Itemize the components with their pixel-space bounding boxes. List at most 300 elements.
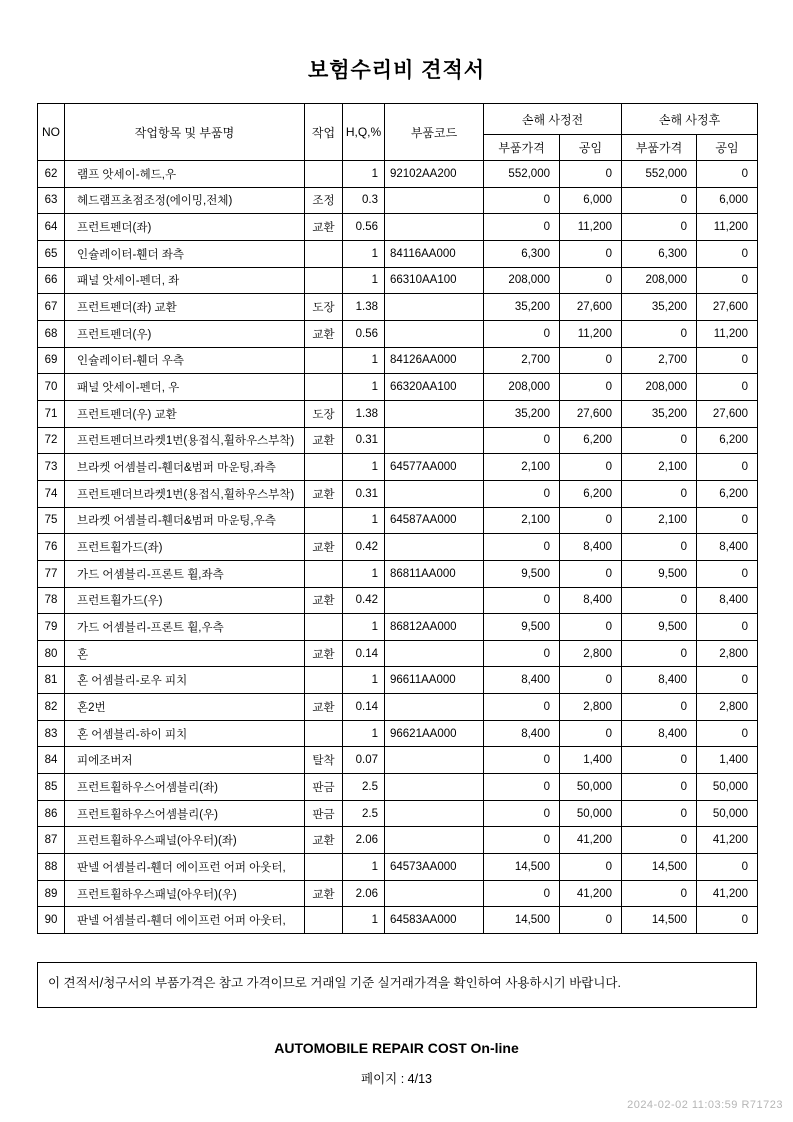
cell-code bbox=[385, 214, 484, 241]
cell-ap: 35,200 bbox=[622, 400, 697, 427]
cell-hq: 2.5 bbox=[343, 774, 385, 801]
cell-ap: 14,500 bbox=[622, 854, 697, 881]
cell-bp: 35,200 bbox=[484, 294, 560, 321]
cell-al: 50,000 bbox=[697, 800, 758, 827]
cell-no: 67 bbox=[38, 294, 65, 321]
cell-code: 64587AA000 bbox=[385, 507, 484, 534]
cell-no: 72 bbox=[38, 427, 65, 454]
table-row bbox=[38, 800, 758, 827]
cell-ap: 0 bbox=[622, 214, 697, 241]
cell-bl: 0 bbox=[560, 614, 622, 641]
cell-bl: 0 bbox=[560, 267, 622, 294]
cell-bl: 27,600 bbox=[560, 400, 622, 427]
cell-no: 79 bbox=[38, 614, 65, 641]
cell-code bbox=[385, 880, 484, 907]
cell-bp: 0 bbox=[484, 774, 560, 801]
header-hq: H,Q,% bbox=[343, 104, 385, 161]
table-row bbox=[38, 507, 758, 534]
cell-ap: 8,400 bbox=[622, 720, 697, 747]
cell-ap: 14,500 bbox=[622, 907, 697, 934]
cell-no: 70 bbox=[38, 374, 65, 401]
table-header bbox=[38, 104, 758, 161]
cell-ap: 0 bbox=[622, 640, 697, 667]
cell-al: 27,600 bbox=[697, 294, 758, 321]
table-row bbox=[38, 587, 758, 614]
cell-ap: 208,000 bbox=[622, 267, 697, 294]
table-row bbox=[38, 774, 758, 801]
cell-al: 0 bbox=[697, 720, 758, 747]
cell-code bbox=[385, 694, 484, 721]
cell-hq: 1 bbox=[343, 907, 385, 934]
cell-work bbox=[305, 720, 343, 747]
cell-bl: 0 bbox=[560, 720, 622, 747]
cell-no: 66 bbox=[38, 267, 65, 294]
cell-ap: 0 bbox=[622, 747, 697, 774]
cell-hq: 0.56 bbox=[343, 320, 385, 347]
cell-work bbox=[305, 667, 343, 694]
cell-ap: 9,500 bbox=[622, 560, 697, 587]
cell-code bbox=[385, 800, 484, 827]
cell-work: 판금 bbox=[305, 800, 343, 827]
cell-hq: 2.06 bbox=[343, 880, 385, 907]
cell-item: 프런트휠하우스어셈블리(좌) bbox=[65, 774, 305, 801]
cell-no: 75 bbox=[38, 507, 65, 534]
cell-code bbox=[385, 480, 484, 507]
cell-al: 0 bbox=[697, 267, 758, 294]
cell-item: 프런트휠하우스패널(아우터)(좌) bbox=[65, 827, 305, 854]
cell-work: 교환 bbox=[305, 427, 343, 454]
cell-bl: 0 bbox=[560, 507, 622, 534]
cell-hq: 1 bbox=[343, 454, 385, 481]
cell-bp: 2,100 bbox=[484, 507, 560, 534]
cell-no: 64 bbox=[38, 214, 65, 241]
cell-item: 인슐레이터-휀더 좌측 bbox=[65, 240, 305, 267]
cell-item: 혼2번 bbox=[65, 694, 305, 721]
cell-bl: 0 bbox=[560, 907, 622, 934]
cell-bl: 2,800 bbox=[560, 694, 622, 721]
cell-hq: 1.38 bbox=[343, 294, 385, 321]
cell-no: 65 bbox=[38, 240, 65, 267]
header-before-group: 손해 사정전 bbox=[484, 104, 622, 135]
table-row bbox=[38, 560, 758, 587]
cell-hq: 1 bbox=[343, 667, 385, 694]
cell-code bbox=[385, 187, 484, 214]
cell-no: 90 bbox=[38, 907, 65, 934]
cell-bp: 8,400 bbox=[484, 667, 560, 694]
cell-ap: 0 bbox=[622, 534, 697, 561]
cell-bp: 9,500 bbox=[484, 560, 560, 587]
cell-code bbox=[385, 827, 484, 854]
cell-ap: 2,700 bbox=[622, 347, 697, 374]
cell-bp: 0 bbox=[484, 534, 560, 561]
cell-hq: 0.14 bbox=[343, 694, 385, 721]
table-row bbox=[38, 161, 758, 188]
cell-al: 6,000 bbox=[697, 187, 758, 214]
cell-no: 76 bbox=[38, 534, 65, 561]
table-row bbox=[38, 267, 758, 294]
cell-hq: 1.38 bbox=[343, 400, 385, 427]
cell-code bbox=[385, 294, 484, 321]
cell-no: 80 bbox=[38, 640, 65, 667]
cell-work: 탈착 bbox=[305, 747, 343, 774]
cell-ap: 0 bbox=[622, 480, 697, 507]
cell-item: 혼 bbox=[65, 640, 305, 667]
cell-bl: 0 bbox=[560, 667, 622, 694]
cell-item: 프런트펜더브라켓1번(용접식,휠하우스부착) bbox=[65, 427, 305, 454]
cell-bp: 0 bbox=[484, 427, 560, 454]
cell-item: 프런트휠가드(우) bbox=[65, 587, 305, 614]
cell-no: 84 bbox=[38, 747, 65, 774]
cell-bl: 0 bbox=[560, 454, 622, 481]
table-body bbox=[38, 161, 758, 934]
cell-bl: 0 bbox=[560, 347, 622, 374]
cell-no: 62 bbox=[38, 161, 65, 188]
table-row bbox=[38, 880, 758, 907]
cell-work bbox=[305, 240, 343, 267]
cell-code: 66310AA100 bbox=[385, 267, 484, 294]
cell-code: 64583AA000 bbox=[385, 907, 484, 934]
cell-item: 브라켓 어셈블리-휀더&범퍼 마운팅,좌측 bbox=[65, 454, 305, 481]
cell-bp: 552,000 bbox=[484, 161, 560, 188]
cell-item: 가드 어셈블리-프론트 휠,좌측 bbox=[65, 560, 305, 587]
cell-no: 78 bbox=[38, 587, 65, 614]
cell-bl: 6,200 bbox=[560, 427, 622, 454]
cell-hq: 2.06 bbox=[343, 827, 385, 854]
cell-item: 프런트펜더(좌) 교환 bbox=[65, 294, 305, 321]
cell-work: 도장 bbox=[305, 400, 343, 427]
cell-ap: 0 bbox=[622, 320, 697, 347]
cell-hq: 0.42 bbox=[343, 587, 385, 614]
cell-code: 66320AA100 bbox=[385, 374, 484, 401]
cell-ap: 552,000 bbox=[622, 161, 697, 188]
cell-code bbox=[385, 640, 484, 667]
cell-code bbox=[385, 400, 484, 427]
cell-no: 86 bbox=[38, 800, 65, 827]
cell-work: 교환 bbox=[305, 880, 343, 907]
cell-item: 피에조버저 bbox=[65, 747, 305, 774]
cell-no: 71 bbox=[38, 400, 65, 427]
cell-bl: 41,200 bbox=[560, 827, 622, 854]
cell-code: 64573AA000 bbox=[385, 854, 484, 881]
table-row bbox=[38, 240, 758, 267]
cell-al: 6,200 bbox=[697, 427, 758, 454]
page-number: 페이지 : 4/13 bbox=[361, 1072, 432, 1086]
cell-hq: 1 bbox=[343, 507, 385, 534]
cell-no: 82 bbox=[38, 694, 65, 721]
cell-bl: 27,600 bbox=[560, 294, 622, 321]
cell-al: 2,800 bbox=[697, 694, 758, 721]
cell-no: 83 bbox=[38, 720, 65, 747]
cell-item: 판넬 어셈블리-휀더 에이프런 어퍼 아웃터, bbox=[65, 907, 305, 934]
cell-bp: 0 bbox=[484, 187, 560, 214]
cell-al: 0 bbox=[697, 614, 758, 641]
print-timestamp: 2024-02-02 11:03:59 R71723 bbox=[627, 1099, 783, 1111]
cell-item: 패널 앗세이-펜더, 좌 bbox=[65, 267, 305, 294]
cell-hq: 1 bbox=[343, 347, 385, 374]
cell-no: 87 bbox=[38, 827, 65, 854]
cell-bp: 0 bbox=[484, 800, 560, 827]
table-row bbox=[38, 907, 758, 934]
cell-work: 교환 bbox=[305, 214, 343, 241]
cell-no: 74 bbox=[38, 480, 65, 507]
cell-bl: 8,400 bbox=[560, 587, 622, 614]
cell-ap: 9,500 bbox=[622, 614, 697, 641]
cell-no: 89 bbox=[38, 880, 65, 907]
header-before-part-price: 부품가격 bbox=[484, 135, 560, 161]
cell-bp: 14,500 bbox=[484, 907, 560, 934]
cell-bl: 0 bbox=[560, 374, 622, 401]
cell-bp: 0 bbox=[484, 640, 560, 667]
cell-bp: 208,000 bbox=[484, 374, 560, 401]
cell-no: 73 bbox=[38, 454, 65, 481]
cell-code: 64577AA000 bbox=[385, 454, 484, 481]
cell-al: 0 bbox=[697, 854, 758, 881]
cell-work bbox=[305, 854, 343, 881]
cell-bp: 208,000 bbox=[484, 267, 560, 294]
cell-item: 프런트펜더(우) 교환 bbox=[65, 400, 305, 427]
cell-work: 도장 bbox=[305, 294, 343, 321]
cell-al: 0 bbox=[697, 507, 758, 534]
table-row bbox=[38, 534, 758, 561]
cell-bp: 0 bbox=[484, 827, 560, 854]
cell-al: 0 bbox=[697, 560, 758, 587]
cell-bp: 0 bbox=[484, 214, 560, 241]
cell-hq: 0.07 bbox=[343, 747, 385, 774]
table-row bbox=[38, 400, 758, 427]
cell-bl: 11,200 bbox=[560, 320, 622, 347]
cell-no: 63 bbox=[38, 187, 65, 214]
header-after-part-price: 부품가격 bbox=[622, 135, 697, 161]
cell-al: 41,200 bbox=[697, 827, 758, 854]
table-row bbox=[38, 694, 758, 721]
cell-work bbox=[305, 161, 343, 188]
cell-code: 86811AA000 bbox=[385, 560, 484, 587]
cell-item: 혼 어셈블리-로우 피치 bbox=[65, 667, 305, 694]
cell-work: 교환 bbox=[305, 694, 343, 721]
cell-bl: 1,400 bbox=[560, 747, 622, 774]
cell-ap: 8,400 bbox=[622, 667, 697, 694]
cell-work bbox=[305, 347, 343, 374]
cell-no: 81 bbox=[38, 667, 65, 694]
header-no: NO bbox=[38, 104, 65, 161]
cell-item: 브라켓 어셈블리-휀더&범퍼 마운팅,우측 bbox=[65, 507, 305, 534]
cell-item: 혼 어셈블리-하이 피치 bbox=[65, 720, 305, 747]
cell-work: 조정 bbox=[305, 187, 343, 214]
cell-bl: 50,000 bbox=[560, 774, 622, 801]
cell-al: 0 bbox=[697, 454, 758, 481]
cell-item: 가드 어셈블리-프론트 휠,우측 bbox=[65, 614, 305, 641]
cell-code: 84116AA000 bbox=[385, 240, 484, 267]
table-row bbox=[38, 614, 758, 641]
cell-al: 41,200 bbox=[697, 880, 758, 907]
cell-hq: 0.56 bbox=[343, 214, 385, 241]
cell-work: 판금 bbox=[305, 774, 343, 801]
cell-item: 인슐레이터-휀더 우측 bbox=[65, 347, 305, 374]
cell-item: 프런트펜더브라켓1번(용접식,휠하우스부착) bbox=[65, 480, 305, 507]
table-row bbox=[38, 294, 758, 321]
notice-text: 이 견적서/청구서의 부품가격은 참고 가격이므로 거래일 기준 실거래가격을 확인하여 사용하시기 바랍니다. bbox=[48, 976, 621, 990]
cell-item: 패널 앗세이-펜더, 우 bbox=[65, 374, 305, 401]
cell-work: 교환 bbox=[305, 587, 343, 614]
cell-code bbox=[385, 747, 484, 774]
cell-bl: 41,200 bbox=[560, 880, 622, 907]
cell-ap: 208,000 bbox=[622, 374, 697, 401]
cell-bl: 2,800 bbox=[560, 640, 622, 667]
table-row bbox=[38, 427, 758, 454]
cell-item: 판넬 어셈블리-휀더 에이프런 어퍼 아웃터, bbox=[65, 854, 305, 881]
cell-code: 96611AA000 bbox=[385, 667, 484, 694]
cell-bl: 0 bbox=[560, 161, 622, 188]
cell-work bbox=[305, 267, 343, 294]
cell-al: 8,400 bbox=[697, 587, 758, 614]
cell-al: 27,600 bbox=[697, 400, 758, 427]
cell-ap: 2,100 bbox=[622, 507, 697, 534]
cell-no: 68 bbox=[38, 320, 65, 347]
cell-code: 86812AA000 bbox=[385, 614, 484, 641]
cell-item: 프런트휠하우스패널(아우터)(우) bbox=[65, 880, 305, 907]
cell-hq: 1 bbox=[343, 267, 385, 294]
cell-al: 0 bbox=[697, 240, 758, 267]
cell-bl: 8,400 bbox=[560, 534, 622, 561]
cell-no: 85 bbox=[38, 774, 65, 801]
cell-item: 프런트펜더(좌) bbox=[65, 214, 305, 241]
cell-hq: 0.14 bbox=[343, 640, 385, 667]
cell-ap: 0 bbox=[622, 427, 697, 454]
cell-item: 프런트휠가드(좌) bbox=[65, 534, 305, 561]
cell-no: 88 bbox=[38, 854, 65, 881]
table-row bbox=[38, 454, 758, 481]
cell-work: 교환 bbox=[305, 827, 343, 854]
cell-bl: 6,000 bbox=[560, 187, 622, 214]
cell-code bbox=[385, 427, 484, 454]
cell-item: 램프 앗세이-헤드,우 bbox=[65, 161, 305, 188]
cell-al: 6,200 bbox=[697, 480, 758, 507]
cell-al: 50,000 bbox=[697, 774, 758, 801]
cell-ap: 2,100 bbox=[622, 454, 697, 481]
cell-work bbox=[305, 907, 343, 934]
cell-no: 77 bbox=[38, 560, 65, 587]
header-after-labor: 공임 bbox=[697, 135, 758, 161]
cell-code bbox=[385, 774, 484, 801]
header-before-labor: 공임 bbox=[560, 135, 622, 161]
cell-bl: 50,000 bbox=[560, 800, 622, 827]
cell-bp: 0 bbox=[484, 880, 560, 907]
cell-al: 0 bbox=[697, 907, 758, 934]
cell-work bbox=[305, 614, 343, 641]
cell-hq: 2.5 bbox=[343, 800, 385, 827]
table-row bbox=[38, 480, 758, 507]
cell-work: 교환 bbox=[305, 534, 343, 561]
cell-work: 교환 bbox=[305, 320, 343, 347]
cell-hq: 1 bbox=[343, 161, 385, 188]
cell-code bbox=[385, 320, 484, 347]
cell-ap: 6,300 bbox=[622, 240, 697, 267]
cell-bp: 6,300 bbox=[484, 240, 560, 267]
table-row bbox=[38, 320, 758, 347]
cell-bl: 0 bbox=[560, 560, 622, 587]
cell-bl: 11,200 bbox=[560, 214, 622, 241]
table-row bbox=[38, 720, 758, 747]
brand-title: AUTOMOBILE REPAIR COST On-line bbox=[274, 1040, 519, 1056]
page-title: 보험수리비 견적서 bbox=[307, 59, 486, 82]
header-after-group: 손해 사정후 bbox=[622, 104, 758, 135]
table-row bbox=[38, 827, 758, 854]
cell-code bbox=[385, 587, 484, 614]
cell-bp: 0 bbox=[484, 694, 560, 721]
cell-code: 84126AA000 bbox=[385, 347, 484, 374]
cell-al: 0 bbox=[697, 374, 758, 401]
cell-hq: 1 bbox=[343, 560, 385, 587]
cell-al: 11,200 bbox=[697, 214, 758, 241]
cell-al: 0 bbox=[697, 667, 758, 694]
cell-hq: 1 bbox=[343, 854, 385, 881]
table-row bbox=[38, 214, 758, 241]
cell-work: 교환 bbox=[305, 480, 343, 507]
table-row bbox=[38, 374, 758, 401]
cell-bl: 0 bbox=[560, 854, 622, 881]
table-row bbox=[38, 854, 758, 881]
cell-ap: 0 bbox=[622, 827, 697, 854]
cell-bp: 0 bbox=[484, 480, 560, 507]
cell-ap: 0 bbox=[622, 774, 697, 801]
cell-work bbox=[305, 454, 343, 481]
cell-bp: 0 bbox=[484, 320, 560, 347]
cell-bp: 8,400 bbox=[484, 720, 560, 747]
header-part-code: 부품코드 bbox=[385, 104, 484, 161]
cell-bl: 6,200 bbox=[560, 480, 622, 507]
notice-box bbox=[37, 962, 757, 1008]
cell-item: 프런트펜더(우) bbox=[65, 320, 305, 347]
cell-ap: 35,200 bbox=[622, 294, 697, 321]
cell-al: 1,400 bbox=[697, 747, 758, 774]
cell-bp: 0 bbox=[484, 747, 560, 774]
cell-bp: 14,500 bbox=[484, 854, 560, 881]
cell-al: 2,800 bbox=[697, 640, 758, 667]
cell-ap: 0 bbox=[622, 587, 697, 614]
cell-al: 11,200 bbox=[697, 320, 758, 347]
cell-code: 92102AA200 bbox=[385, 161, 484, 188]
cell-hq: 1 bbox=[343, 240, 385, 267]
cell-work bbox=[305, 374, 343, 401]
cell-hq: 0.42 bbox=[343, 534, 385, 561]
cell-bp: 0 bbox=[484, 587, 560, 614]
cell-ap: 0 bbox=[622, 694, 697, 721]
cell-hq: 0.31 bbox=[343, 480, 385, 507]
cell-item: 프런트휠하우스어셈블리(우) bbox=[65, 800, 305, 827]
cell-item: 헤드램프초점조정(에이밍,전체) bbox=[65, 187, 305, 214]
cell-ap: 0 bbox=[622, 187, 697, 214]
cell-al: 0 bbox=[697, 161, 758, 188]
cell-hq: 1 bbox=[343, 720, 385, 747]
estimate-table bbox=[37, 103, 758, 934]
cell-hq: 1 bbox=[343, 374, 385, 401]
cell-bp: 35,200 bbox=[484, 400, 560, 427]
cell-work bbox=[305, 507, 343, 534]
cell-work bbox=[305, 560, 343, 587]
cell-hq: 1 bbox=[343, 614, 385, 641]
cell-code bbox=[385, 534, 484, 561]
cell-ap: 0 bbox=[622, 880, 697, 907]
cell-bp: 9,500 bbox=[484, 614, 560, 641]
header-item: 작업항목 및 부품명 bbox=[65, 104, 305, 161]
cell-hq: 0.3 bbox=[343, 187, 385, 214]
cell-no: 69 bbox=[38, 347, 65, 374]
cell-bl: 0 bbox=[560, 240, 622, 267]
table-row bbox=[38, 747, 758, 774]
cell-ap: 0 bbox=[622, 800, 697, 827]
cell-bp: 2,700 bbox=[484, 347, 560, 374]
table-row bbox=[38, 347, 758, 374]
